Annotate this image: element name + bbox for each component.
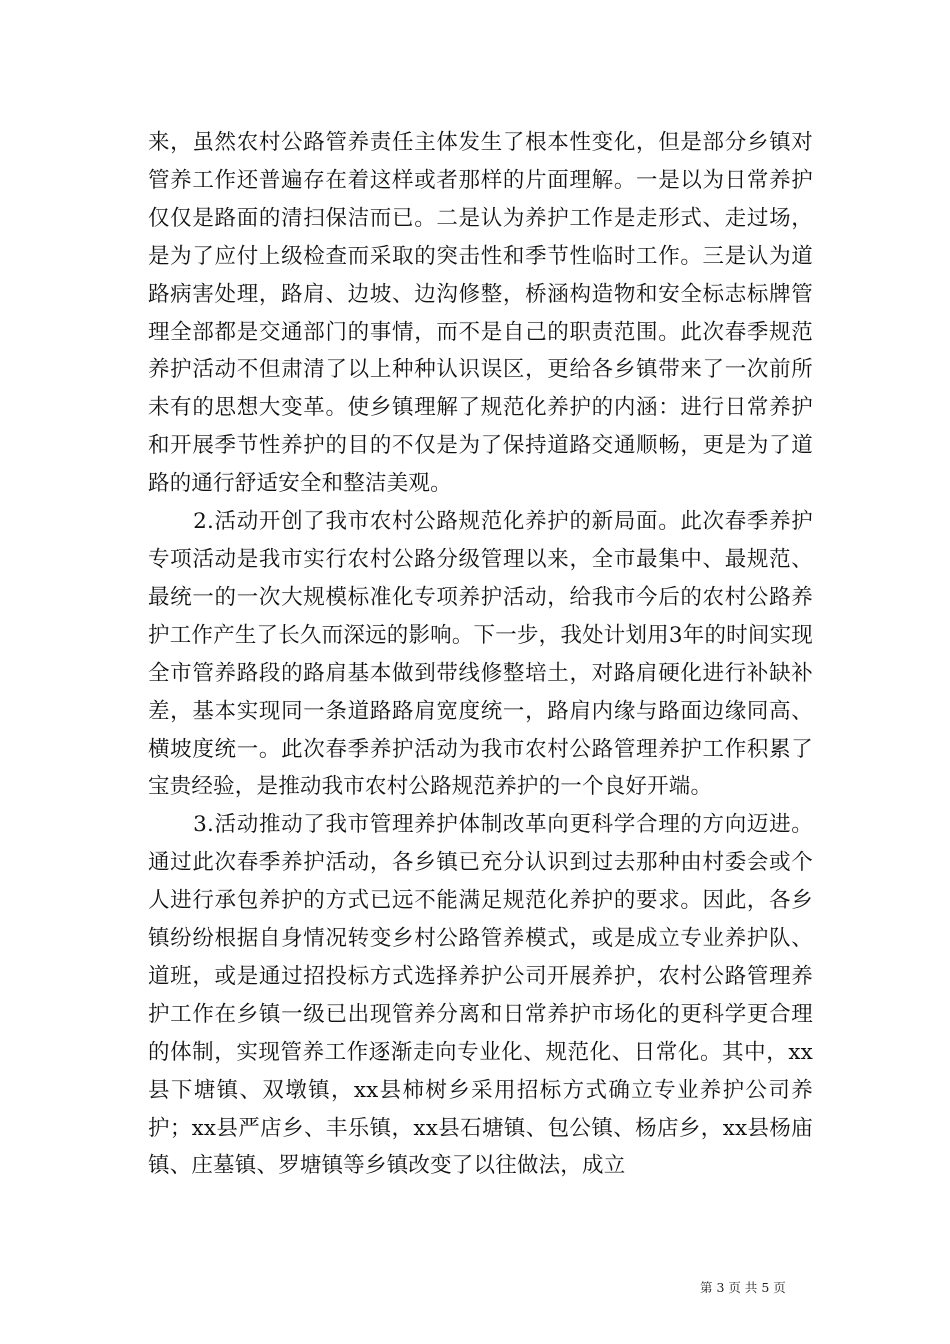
paragraph-3: 3.活动推动了我市管理养护体制改革向更科学合理的方向迈进。通过此次春季养护活动，各乡镇已充分认识到过去那种由村委会或个人进行承包养护的方式已远不能满足规范化养护的要求。因此，各乡镇纷纷根据自身情况转变乡村公路管养模式，或是成立专业养护队、道班，或是通过招投标方式选择养护公司开展养护，农村公路管理养护工作在乡镇一级已出现管养分离和日常养护市场化的更科学更合理的体制，实现管养工作逐渐走向专业化、规范化、日常化。其中，xx县下塘镇、双墩镇，xx县柿树乡采用招标方式确立专业养护公司养护；xx县严店乡、丰乐镇，xx县石塘镇、包公镇、杨店乡，xx县杨庙镇、庄墓镇、罗塘镇等乡镇改变了以往做法，成立 — [148, 812, 813, 1179]
paragraph-1: 来，虽然农村公路管养责任主体发生了根本性变化，但是部分乡镇对管养工作还普遍存在着这样或者那样的片面理解。一是以为日常养护仅仅是路面的清扫保洁而已。二是认为养护工作是走形式、走过场，是为了应付上级检查而采取的突击性和季节性临时工作。三是认为道路病害处理，路肩、边坡、边沟修整，桥涵构造物和安全标志标牌管理全部都是交通部门的事情，而不是自己的职责范围。此次春季规范养护活动不但肃清了以上种种认识误区，更给各乡镇带来了一次前所未有的思想大变革。使乡镇理解了规范化养护的内涵：进行日常养护和开展季节性养护的目的不仅是为了保持道路交通顺畅，更是为了道路的通行舒适安全和整洁美观。 — [148, 130, 813, 497]
document-body — [148, 124, 813, 1185]
paragraph-2: 2.活动开创了我市农村公路规范化养护的新局面。此次春季养护专项活动是我市实行农村公路分级管理以来，全市最集中、最规范、最统一的一次大规模标准化专项养护活动，给我市今后的农村公路养护工作产生了长久而深远的影响。下一步，我处计划用3年的时间实现全市管养路段的路肩基本做到带线修整培土，对路肩硬化进行补缺补差，基本实现同一条道路路肩宽度统一，路肩内缘与路面边缘同高、横坡度统一。此次春季养护活动为我市农村公路管理养护工作积累了宝贵经验，是推动我市农村公路规范养护的一个良好开端。 — [148, 509, 813, 800]
page-number-footer: 第 3 页 共 5 页 — [700, 1280, 786, 1295]
